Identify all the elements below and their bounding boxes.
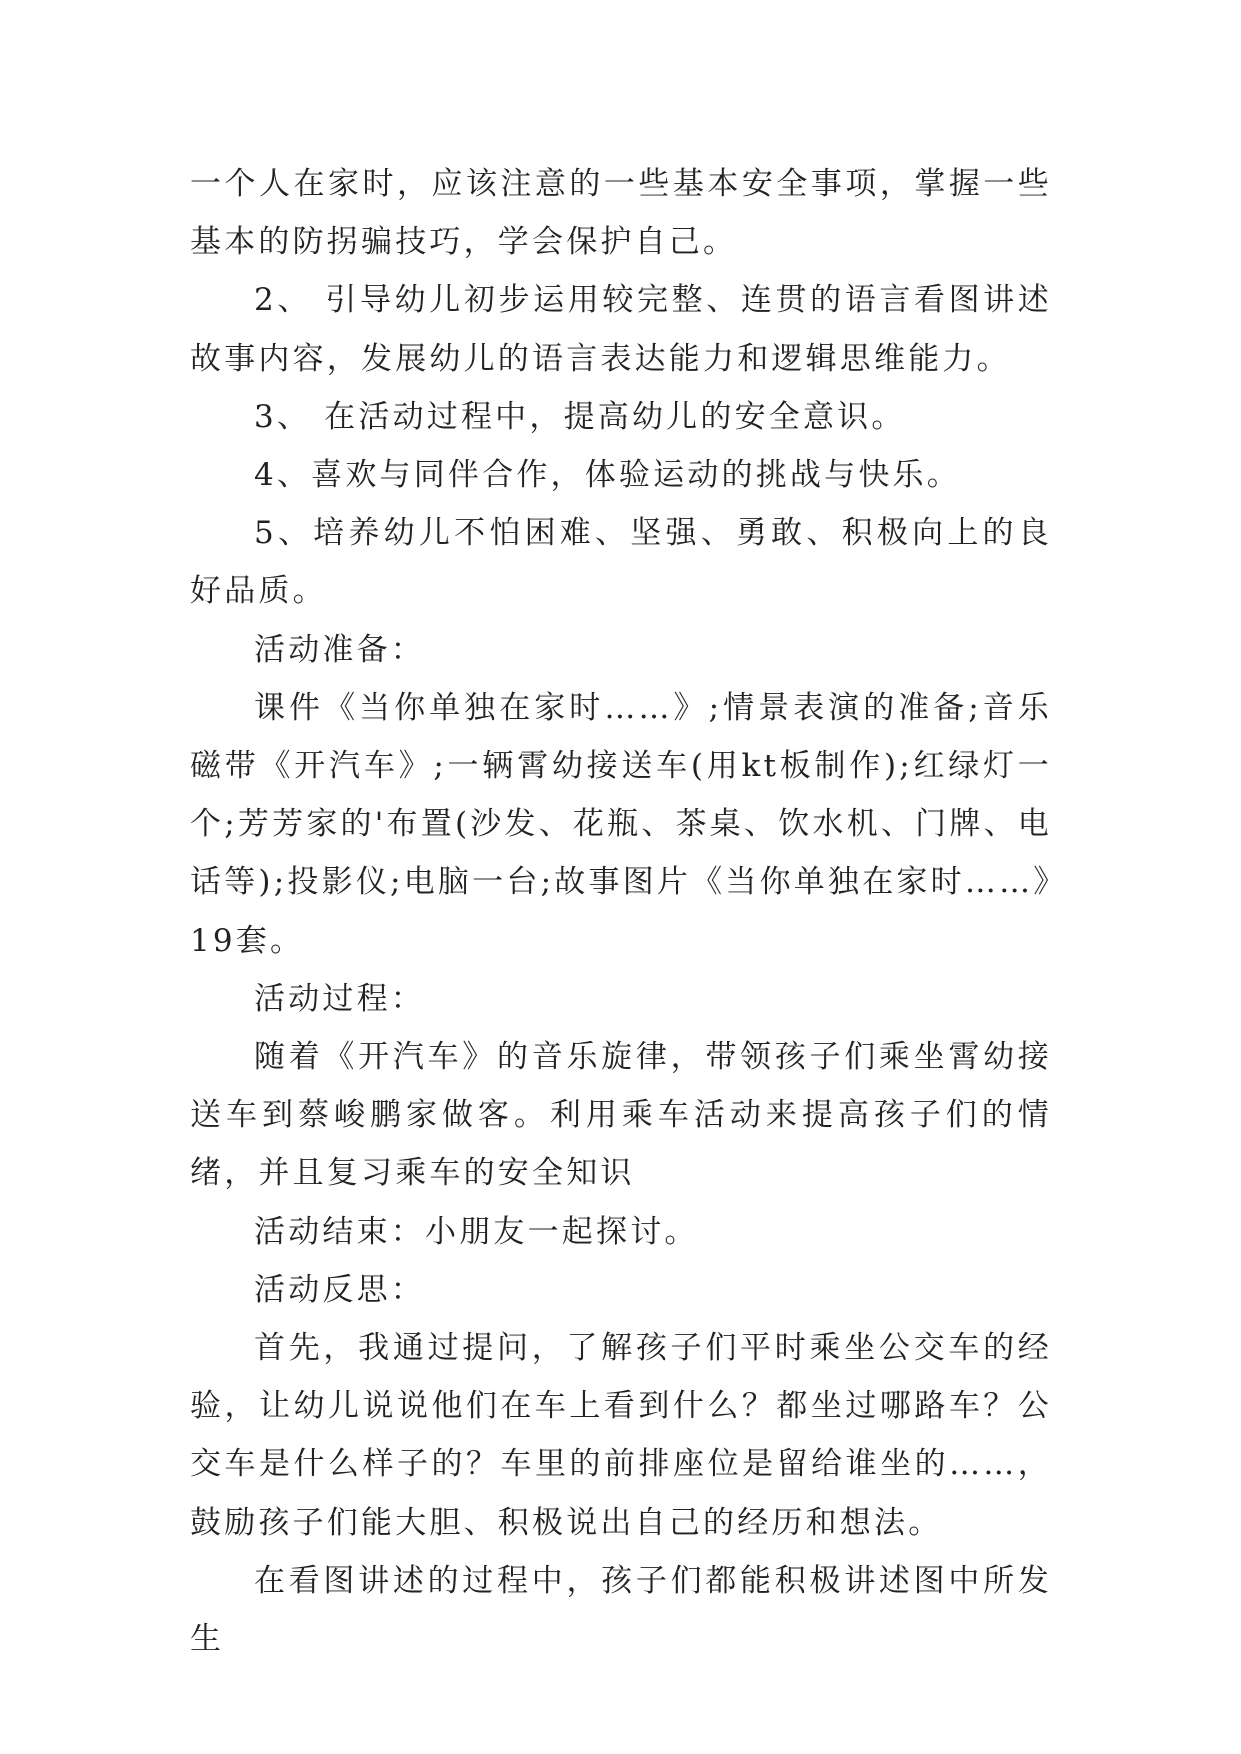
paragraph-1: 一个人在家时，应该注意的一些基本安全事项，掌握一些基本的防拐骗技巧，学会保护自己。 <box>190 166 1052 261</box>
paragraph-5: 5、培养幼儿不怕困难、坚强、勇敢、积极向上的良好品质。 <box>190 515 1052 610</box>
paragraph-preparation-materials: 课件《当你单独在家时……》;情景表演的准备;音乐磁带《开汽车》;一辆霄幼接送车(用kt板制作);红绿灯一个;芳芳家的'布置(沙发、花瓶、茶桌、饮水机、门牌、电话等);投影仪;电脑一台;故事图片《当你单独在家时……》19套。 <box>190 689 1052 959</box>
document-body <box>190 155 1052 1668</box>
paragraph-4: 4、喜欢与同伴合作，体验运动的挑战与快乐。 <box>254 457 961 494</box>
paragraph-ending: 活动结束：小朋友一起探讨。 <box>254 1213 699 1250</box>
section-heading-preparation: 活动准备： <box>254 631 425 668</box>
paragraph-3: 3、 在活动过程中，提高幼儿的安全意识。 <box>254 398 906 435</box>
paragraph-2: 2、 引导幼儿初步运用较完整、连贯的语言看图讲述故事内容，发展幼儿的语言表达能力和逻辑思维能力。 <box>190 282 1052 377</box>
paragraph-reflection-2: 在看图讲述的过程中，孩子们都能积极讲述图中所发生 <box>190 1562 1052 1658</box>
paragraph-reflection-1: 首先，我通过提问，了解孩子们平时乘坐公交车的经验，让幼儿说说他们在车上看到什么？都坐过哪路车？公交车是什么样子的？车里的前排座位是留给谁坐的……，鼓励孩子们能大胆、积极说出自己的经历和想法。 <box>190 1330 1052 1541</box>
section-heading-process: 活动过程： <box>254 980 425 1017</box>
paragraph-process: 随着《开汽车》的音乐旋律，带领孩子们乘坐霄幼接送车到蔡峻鹏家做客。利用乘车活动来提高孩子们的情绪，并且复习乘车的安全知识 <box>190 1039 1052 1192</box>
section-heading-reflection: 活动反思： <box>254 1271 425 1308</box>
